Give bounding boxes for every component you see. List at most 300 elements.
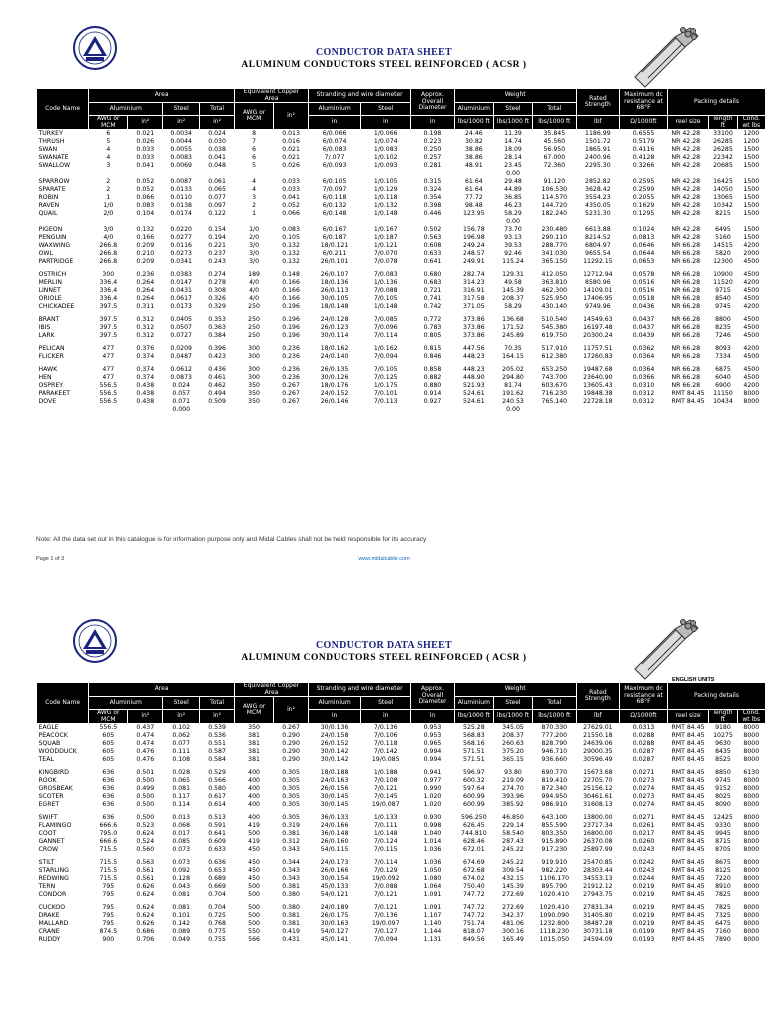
table-row bbox=[37, 242, 766, 250]
table-row bbox=[37, 271, 766, 279]
table-cell: 93.80 bbox=[504, 769, 522, 777]
table-cell bbox=[533, 170, 577, 178]
table-cell: 1/0.083 bbox=[373, 146, 398, 154]
table-cell: 1/0.148 bbox=[373, 303, 398, 311]
table-cell: 371.05 bbox=[463, 303, 485, 311]
table-cell: 0.196 bbox=[282, 316, 300, 324]
table-cell: 8000 bbox=[743, 756, 760, 764]
table-cell: 0.721 bbox=[423, 287, 442, 295]
table-cell: 1/0.066 bbox=[373, 130, 398, 138]
col-strand-aluminium: Aluminium bbox=[308, 697, 360, 710]
table-cell: 0.0219 bbox=[632, 891, 655, 899]
table-row bbox=[37, 740, 766, 748]
table-cell: 12300 bbox=[713, 258, 733, 266]
code-name-cell: SWANATE bbox=[38, 154, 69, 162]
table-cell: 31608.13 bbox=[583, 801, 613, 809]
table-cell: 6 bbox=[252, 154, 257, 162]
table-cell: 0.267 bbox=[282, 724, 300, 732]
col-steel: Steel bbox=[163, 697, 200, 710]
col-w-al-unit: lbs/1000 ft bbox=[454, 116, 493, 130]
table-cell bbox=[200, 218, 235, 226]
table-cell: RMT 84.45 bbox=[671, 801, 705, 809]
col-w-st-unit: lbs/1000 ft bbox=[493, 710, 532, 724]
code-name-cell: SWAN bbox=[38, 146, 58, 154]
table-cell: 309.54 bbox=[502, 867, 524, 875]
table-cell: 0.030 bbox=[208, 138, 226, 146]
table-cell: 400 bbox=[248, 769, 260, 777]
table-cell: 0.529 bbox=[208, 769, 226, 777]
table-cell: 0.104 bbox=[136, 210, 155, 218]
table-cell: 915.890 bbox=[541, 838, 568, 846]
table-cell: 596.97 bbox=[463, 769, 485, 777]
table-cell: 7/0.083 bbox=[373, 271, 398, 279]
table-cell: 8000 bbox=[743, 875, 760, 883]
table-cell: 0.0873 bbox=[170, 374, 192, 382]
table-cell: 0.0173 bbox=[170, 303, 192, 311]
table-cell: 0.0273 bbox=[632, 777, 655, 785]
table-cell: 7/0.096 bbox=[373, 324, 398, 332]
table-cell: 628.46 bbox=[463, 838, 485, 846]
table-cell: 1.036 bbox=[423, 846, 442, 854]
table-cell: 946.710 bbox=[541, 748, 568, 756]
table-cell: 0.0313 bbox=[632, 724, 655, 732]
table-row bbox=[37, 374, 766, 382]
table-cell: 0.438 bbox=[136, 398, 155, 406]
col-weight-steel: Steel bbox=[493, 697, 532, 710]
table-cell: 818.07 bbox=[463, 928, 485, 936]
table-cell: 0.686 bbox=[136, 928, 155, 936]
table-cell: 0.312 bbox=[136, 316, 155, 324]
table-cell: 7 bbox=[252, 138, 257, 146]
table-cell: 317.58 bbox=[463, 295, 485, 303]
col-total: Total bbox=[200, 697, 235, 710]
code-name-cell: ORIOLE bbox=[38, 295, 62, 303]
table-row bbox=[37, 830, 766, 838]
table-cell: 0.0288 bbox=[632, 740, 655, 748]
table-cell: 0.536 bbox=[208, 732, 226, 740]
table-cell: 0.033 bbox=[136, 146, 155, 154]
col-approx-diameter: Approx. Overall Diameter bbox=[411, 89, 455, 116]
table-cell: 0.264 bbox=[136, 279, 155, 287]
table-cell: 4500 bbox=[743, 353, 760, 361]
table-cell: 0.236 bbox=[282, 345, 300, 353]
table-cell: 2 bbox=[252, 202, 257, 210]
table-cell: 4200 bbox=[743, 382, 760, 390]
table-cell bbox=[361, 170, 411, 178]
table-cell: 751.74 bbox=[463, 920, 485, 928]
table-cell: 0.0436 bbox=[632, 303, 655, 311]
table-cell: 397.5 bbox=[99, 332, 118, 340]
code-name-cell bbox=[37, 406, 89, 414]
table-cell: 0.049 bbox=[172, 936, 191, 944]
table-cell: 8000 bbox=[743, 822, 760, 830]
table-cell: 4500 bbox=[743, 374, 760, 382]
table-cell: 26285 bbox=[713, 146, 733, 154]
table-cell: 92.46 bbox=[504, 250, 522, 258]
table-cell: 0.624 bbox=[136, 891, 155, 899]
table-cell: 1/0.148 bbox=[373, 830, 398, 838]
table-cell: 30/0.154 bbox=[320, 875, 349, 883]
table-cell: 715.5 bbox=[99, 859, 118, 867]
col-weight-steel: Steel bbox=[493, 103, 532, 116]
table-row bbox=[37, 250, 766, 258]
table-cell: NR 42.28 bbox=[671, 154, 701, 162]
table-cell: 448.23 bbox=[463, 366, 485, 374]
table-cell: 9745 bbox=[715, 303, 731, 311]
table-cell: 19/0.087 bbox=[371, 801, 400, 809]
table-cell: 28303.44 bbox=[583, 867, 613, 875]
table-cell: 795.0 bbox=[99, 830, 118, 838]
table-cell: 6/0.211 bbox=[322, 250, 347, 258]
table-cell: 81.74 bbox=[504, 382, 522, 390]
table-cell: 45.560 bbox=[543, 138, 566, 146]
code-name-cell: GROSBEAK bbox=[38, 785, 73, 793]
table-cell: 0.499 bbox=[136, 785, 155, 793]
table-cell: 1 bbox=[106, 194, 111, 202]
table-cell: 0.0578 bbox=[632, 271, 655, 279]
table-cell: 0.704 bbox=[208, 891, 226, 899]
table-cell: 145.39 bbox=[502, 287, 524, 295]
table-cell: 345.05 bbox=[502, 724, 524, 732]
table-cell: 672.68 bbox=[463, 867, 485, 875]
table-cell: 0.290 bbox=[282, 756, 300, 764]
table-cell bbox=[89, 170, 128, 178]
table-row bbox=[37, 867, 766, 875]
table-cell: 250 bbox=[248, 303, 260, 311]
table-row bbox=[37, 366, 766, 374]
table-cell: 674.69 bbox=[463, 859, 485, 867]
table-cell: 419 bbox=[248, 838, 260, 846]
table-row bbox=[37, 398, 766, 406]
table-cell: 0.0219 bbox=[632, 912, 655, 920]
table-cell: 7334 bbox=[715, 353, 731, 361]
table-cell: 0.066 bbox=[282, 210, 300, 218]
table-cell: 77.72 bbox=[464, 194, 483, 202]
table-cell: 30/0.105 bbox=[320, 295, 349, 303]
datasheet-page-2 bbox=[0, 600, 768, 1024]
table-cell: RMT 84.45 bbox=[671, 785, 705, 793]
code-name-cell: IBIS bbox=[38, 324, 51, 332]
table-cell: 5 bbox=[106, 138, 111, 146]
table-cell: 288.770 bbox=[541, 242, 568, 250]
table-cell: 30/0.126 bbox=[320, 374, 349, 382]
table-row bbox=[37, 814, 766, 822]
col-eq-awg: AWG or MCM bbox=[234, 697, 273, 724]
table-cell: 0.0646 bbox=[632, 242, 655, 250]
table-cell: 0.551 bbox=[208, 740, 226, 748]
col-weight-aluminium: Aluminium bbox=[454, 103, 493, 116]
table-cell: 3554.23 bbox=[585, 194, 611, 202]
code-name-cell: FLICKER bbox=[38, 353, 64, 361]
table-cell: 7/0.078 bbox=[373, 258, 398, 266]
table-cell: 6900 bbox=[715, 382, 731, 390]
table-cell: 636 bbox=[102, 814, 115, 822]
col-w-st-unit: lbs/1000 ft bbox=[493, 116, 532, 130]
table-cell: RMT 84.45 bbox=[671, 793, 705, 801]
table-cell: NR 66.28 bbox=[671, 366, 701, 374]
table-cell: 54/0.127 bbox=[320, 928, 349, 936]
table-cell: NR 66.28 bbox=[671, 295, 701, 303]
table-cell: 0.438 bbox=[136, 390, 155, 398]
table-row bbox=[37, 324, 766, 332]
table-cell: 24.46 bbox=[464, 130, 483, 138]
table-cell: 743.700 bbox=[541, 374, 568, 382]
table-cell: 30.82 bbox=[464, 138, 483, 146]
col-strand-aluminium: Aluminium bbox=[308, 103, 360, 116]
table-cell: 98.48 bbox=[464, 202, 483, 210]
table-cell: 350 bbox=[248, 724, 260, 732]
table-row bbox=[37, 838, 766, 846]
table-row bbox=[37, 234, 766, 242]
table-cell: 26/0.160 bbox=[320, 838, 349, 846]
table-body-page-2 bbox=[37, 724, 766, 945]
table-cell: RMT 84.45 bbox=[671, 875, 705, 883]
table-cell: NR 42.28 bbox=[671, 226, 701, 234]
col-diameter-in: in bbox=[411, 116, 455, 130]
table-cell: 0.742 bbox=[423, 303, 442, 311]
table-cell: 0.290 bbox=[282, 740, 300, 748]
col-strand-st-in: in bbox=[361, 116, 411, 130]
table-cell: 34553.13 bbox=[583, 875, 613, 883]
code-name-cell: MALLARD bbox=[38, 920, 69, 928]
table-cell: 0.0219 bbox=[632, 920, 655, 928]
table-cell: 0.381 bbox=[282, 883, 300, 891]
table-cell: 164.15 bbox=[502, 353, 524, 361]
table-cell: 8000 bbox=[743, 859, 760, 867]
table-cell: 0.0653 bbox=[632, 258, 655, 266]
table-cell: 114.570 bbox=[541, 194, 568, 202]
table-cell: 747.72 bbox=[463, 912, 485, 920]
table-cell: 0.324 bbox=[423, 186, 442, 194]
table-cell: 7/.077 bbox=[324, 154, 345, 162]
code-name-cell: RUDDY bbox=[38, 936, 61, 944]
table-cell: 0.0431 bbox=[170, 287, 192, 295]
table-cell: 4200 bbox=[743, 303, 760, 311]
table-cell: 18/0.136 bbox=[320, 279, 349, 287]
table-cell: 571.51 bbox=[463, 748, 485, 756]
cable-strand-illustration bbox=[630, 614, 702, 680]
conductor-table-page-2 bbox=[36, 682, 766, 944]
table-cell: 300.16 bbox=[502, 928, 524, 936]
table-cell: 0.0209 bbox=[170, 345, 192, 353]
table-cell: 0.775 bbox=[208, 928, 226, 936]
table-cell: 30/0.145 bbox=[320, 801, 349, 809]
col-area: Area bbox=[89, 89, 235, 103]
table-cell: 0.669 bbox=[208, 883, 226, 891]
table-cell: 3 bbox=[252, 194, 257, 202]
table-cell: 0.641 bbox=[208, 830, 226, 838]
table-cell: 30/0.142 bbox=[320, 756, 349, 764]
table-cell: 0.998 bbox=[423, 822, 442, 830]
col-eq-copper: Equivalent Copper Area bbox=[234, 89, 308, 103]
table-cell: 7/0.121 bbox=[373, 785, 398, 793]
table-cell: 0.476 bbox=[136, 748, 155, 756]
table-cell: RMT 84.45 bbox=[671, 920, 705, 928]
table-cell: 1/0.187 bbox=[373, 234, 398, 242]
table-cell bbox=[234, 170, 273, 178]
table-cell: 314.23 bbox=[463, 279, 485, 287]
table-cell: 0.00 bbox=[506, 170, 520, 178]
table-cell: 603.670 bbox=[541, 382, 568, 390]
table-cell: 365.150 bbox=[541, 258, 568, 266]
table-cell: RMT 84.45 bbox=[671, 838, 705, 846]
table-row bbox=[37, 186, 766, 194]
table-cell: 4/0 bbox=[249, 287, 260, 295]
table-cell: 0.502 bbox=[423, 226, 442, 234]
table-cell: 14549.63 bbox=[583, 316, 613, 324]
table-cell: 350 bbox=[248, 390, 260, 398]
website-link[interactable]: www.midalcable.com bbox=[358, 556, 410, 562]
table-cell: 336.4 bbox=[99, 295, 118, 303]
table-cell: 0.142 bbox=[172, 920, 191, 928]
code-name-cell: HEN bbox=[38, 374, 52, 382]
table-row bbox=[37, 295, 766, 303]
table-cell: 600.99 bbox=[463, 801, 485, 809]
table-cell: 350 bbox=[248, 382, 260, 390]
table-cell: 795 bbox=[102, 912, 115, 920]
table-cell: 0.071 bbox=[172, 398, 191, 406]
table-row bbox=[37, 748, 766, 756]
table-cell bbox=[667, 218, 708, 226]
table-cell bbox=[163, 170, 200, 178]
table-cell: 986.910 bbox=[541, 801, 568, 809]
table-cell: 0.624 bbox=[136, 904, 155, 912]
table-cell: 0.0274 bbox=[632, 785, 655, 793]
table-cell: 0.927 bbox=[423, 398, 442, 406]
table-cell: 29000.35 bbox=[583, 748, 613, 756]
col-code-name: Code Name bbox=[37, 683, 89, 724]
table-cell: 0.500 bbox=[136, 814, 155, 822]
table-cell: 363.810 bbox=[541, 279, 568, 287]
table-row bbox=[37, 801, 766, 809]
table-cell: 1020.410 bbox=[539, 891, 570, 899]
table-cell: 571.51 bbox=[463, 756, 485, 764]
table-row bbox=[37, 210, 766, 218]
table-cell: 0.041 bbox=[208, 154, 226, 162]
table-cell: NR 66.28 bbox=[671, 271, 701, 279]
table-cell: 8000 bbox=[743, 936, 760, 944]
code-name-cell: PEACOCK bbox=[38, 732, 68, 740]
table-cell: 10275 bbox=[713, 732, 733, 740]
table-cell: 8000 bbox=[743, 793, 760, 801]
table-cell: 0.048 bbox=[208, 162, 226, 170]
table-cell: 0.561 bbox=[136, 875, 155, 883]
table-cell bbox=[411, 218, 455, 226]
table-cell: 30/0.136 bbox=[320, 724, 349, 732]
table-cell: 1.080 bbox=[423, 875, 442, 883]
table-cell: 115.24 bbox=[502, 258, 524, 266]
table-cell: 8000 bbox=[743, 777, 760, 785]
table-cell: 0.132 bbox=[136, 226, 155, 234]
table-cell: 0.0383 bbox=[170, 271, 192, 279]
table-cell bbox=[274, 406, 309, 414]
table-cell: 17406.95 bbox=[583, 295, 613, 303]
table-cell: 0.236 bbox=[282, 366, 300, 374]
table-cell: 448.90 bbox=[463, 374, 485, 382]
table-row bbox=[37, 732, 766, 740]
table-row bbox=[37, 146, 766, 154]
code-name-cell: OWL bbox=[38, 250, 53, 258]
table-cell: 240.53 bbox=[502, 398, 524, 406]
col-w-tot-unit: lbs/1000 ft bbox=[533, 116, 577, 130]
table-cell: 26/0.113 bbox=[320, 287, 349, 295]
table-cell: RMT 84.45 bbox=[671, 724, 705, 732]
table-cell: 19/0.097 bbox=[371, 920, 400, 928]
table-cell: 38.86 bbox=[464, 154, 483, 162]
table-cell: 0.381 bbox=[282, 830, 300, 838]
table-cell: 16425 bbox=[713, 178, 733, 186]
table-cell: 5160 bbox=[715, 234, 731, 242]
table-cell: 0.148 bbox=[282, 271, 300, 279]
table-cell: 919.910 bbox=[541, 859, 568, 867]
table-cell: RMT 84.45 bbox=[671, 928, 705, 936]
table-cell: 245.89 bbox=[502, 332, 524, 340]
table-cell: 3/0 bbox=[249, 242, 260, 250]
table-cell: 25156.12 bbox=[583, 785, 613, 793]
table-cell: 26370.08 bbox=[583, 838, 613, 846]
table-cell: 1.064 bbox=[423, 883, 442, 891]
table-cell: 0.198 bbox=[423, 130, 442, 138]
table-cell: 0.914 bbox=[423, 390, 442, 398]
table-cell: 0.0310 bbox=[632, 382, 655, 390]
table-row bbox=[37, 194, 766, 202]
col-steel-in2: in² bbox=[163, 710, 200, 724]
table-cell: 0.990 bbox=[423, 785, 442, 793]
table-cell: 6/0.066 bbox=[322, 130, 347, 138]
table-cell: 0.0405 bbox=[170, 316, 192, 324]
table-cell: 0.068 bbox=[172, 822, 191, 830]
table-cell bbox=[454, 170, 493, 178]
table-cell: 600.99 bbox=[463, 793, 485, 801]
table-row bbox=[37, 928, 766, 936]
table-cell: 39.53 bbox=[504, 242, 522, 250]
table-cell: 0.209 bbox=[136, 258, 155, 266]
table-cell: 481.06 bbox=[502, 920, 524, 928]
table-cell: 0.062 bbox=[172, 732, 191, 740]
table-cell: 0.0487 bbox=[170, 353, 192, 361]
table-row bbox=[37, 226, 766, 234]
table-cell: 666.6 bbox=[99, 822, 118, 830]
table-cell: 0.013 bbox=[282, 130, 300, 138]
table-cell bbox=[128, 218, 163, 226]
table-cell: 7246 bbox=[715, 332, 731, 340]
table-cell: 556.5 bbox=[99, 724, 118, 732]
table-cell: 550 bbox=[248, 928, 260, 936]
table-cell: 0.783 bbox=[423, 324, 442, 332]
table-cell: 1500 bbox=[743, 162, 760, 170]
table-cell: NR 66.28 bbox=[671, 382, 701, 390]
table-cell: 803.350 bbox=[541, 830, 568, 838]
table-cell: RMT 84.45 bbox=[671, 936, 705, 944]
table-cell bbox=[128, 170, 163, 178]
table-cell bbox=[576, 406, 620, 414]
table-cell: NR 66.28 bbox=[671, 287, 701, 295]
table-cell: 8000 bbox=[743, 846, 760, 854]
table-cell: 895.790 bbox=[541, 883, 568, 891]
table-cell: 597.64 bbox=[463, 785, 485, 793]
table-cell bbox=[411, 406, 455, 414]
table-cell: 0.0364 bbox=[632, 353, 655, 361]
table-cell: 26285 bbox=[713, 138, 733, 146]
col-steel: Steel bbox=[163, 103, 200, 116]
table-cell: 381 bbox=[248, 732, 260, 740]
table-cell: 0.882 bbox=[423, 374, 442, 382]
table-cell: 8435 bbox=[715, 748, 731, 756]
code-name-cell: MERLIN bbox=[38, 279, 62, 287]
table-cell: 30/0.114 bbox=[320, 332, 349, 340]
table-cell: NR 42.28 bbox=[671, 130, 701, 138]
table-cell: 8000 bbox=[743, 830, 760, 838]
